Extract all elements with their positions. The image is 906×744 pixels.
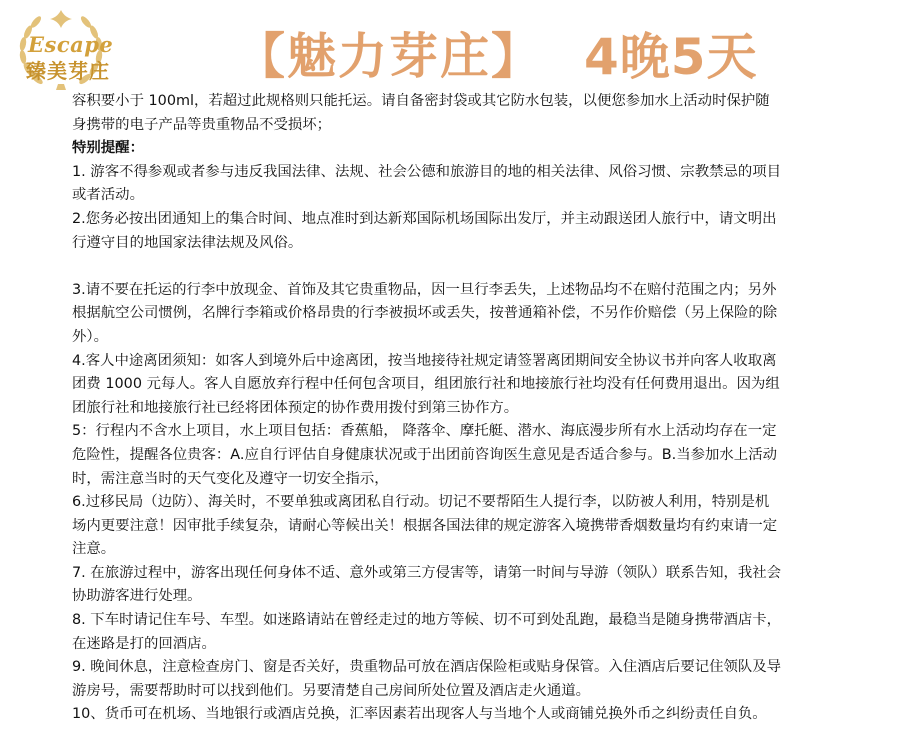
- note-item: 4.客人中途离团须知：如客人到境外后中途离团，按当地接待社规定请签署离团期间安全协议书并向客人收取离团费 1000 元每人。客人自愿放弃行程中任何包含项目，组团旅行社和地接旅行社均没有任何费用退出。因为组团旅行社和地接旅行社已经将团体预定的协作费用拨付到第三协作方。: [72, 352, 780, 416]
- note-item: 5：行程内不含水上项目，水上项目包括：香蕉船， 降落伞、摩托艇、潜水、海底漫步所有水上活动均存在一定危险性，提醒各位贵客：A.应自行评估自身健康状况或于出团前咨询医生意见是否适合参与。B.当参加水上活动时，需注意当时的天气变化及遵守一切安全指示，: [72, 423, 777, 487]
- page-subtitle: 4晚5天: [584, 28, 758, 86]
- note-item: 2.您务必按出团通知上的集合时间、地点准时到达新郑国际机场国际出发厅，并主动跟送团人旅行中，请文明出行遵守目的地国家法律法规及风俗。: [72, 210, 777, 251]
- page-title: 【魅力芽庄】: [236, 28, 543, 85]
- note-item: 7. 在旅游过程中，游客出现任何身体不适、意外或第三方侵害等，请第一时间与导游（领队）联系告知，我社会协助游客进行处理。: [72, 564, 782, 605]
- paragraph-gap: [72, 255, 782, 279]
- intro-paragraph: 容积要小于 100ml，若超过此规格则只能托运。请自备密封袋或其它防水包装，以便您参加水上活动时保护随身携带的电子产品等贵重物品不受损坏；: [72, 93, 770, 133]
- logo: [6, 4, 116, 96]
- header: [0, 0, 906, 95]
- notes-body: [72, 90, 782, 727]
- note-item: 3.请不要在托运的行李中放现金、首饰及其它贵重物品，因一旦行李丢失，上述物品均不在赔付范围之内；另外根据航空公司惯例，名牌行李箱或价格昂贵的行李被损坏或丢失，按普通箱补偿，不另作价赔偿（另上保险的除外）。: [72, 281, 778, 345]
- notes-heading: 特别提醒：: [72, 140, 144, 157]
- note-item: 9. 晚间休息，注意检查房门、窗是否关好，贵重物品可放在酒店保险柜或贴身保管。入住酒店后要记住领队及导游房号，需要帮助时可以找到他们。另要清楚自己房间所处位置及酒店走火通道。: [72, 659, 782, 699]
- note-item: 8. 下车时请记住车号、车型。如迷路请站在曾经走过的地方等候、切不可到处乱跑，最稳当是随身携带酒店卡，在迷路是打的回酒店。: [72, 612, 782, 652]
- logo-script-text: Escape: [28, 32, 114, 57]
- note-item: 6.过移民局（边防）、海关时，不要单独或离团私自行动。切记不要帮陌生人提行李，以防被人利用，特别是机场内更要注意！因审批手续复杂，请耐心等候出关！根据各国法律的规定游客入境携带香烟数量均有约束请一定注意。: [72, 494, 778, 558]
- note-item: 1. 游客不得参观或者参与违反我国法律、法规、社会公德和旅游目的地的相关法律、风俗习惯、宗教禁忌的项目或者活动。: [72, 163, 782, 204]
- note-item: 10、货币可在机场、当地银行或酒店兑换，汇率因素若出现客人与当地个人或商铺兑换外币之纠纷责任自负。: [72, 706, 767, 723]
- logo-chinese-text: 臻美芽庄: [26, 59, 110, 83]
